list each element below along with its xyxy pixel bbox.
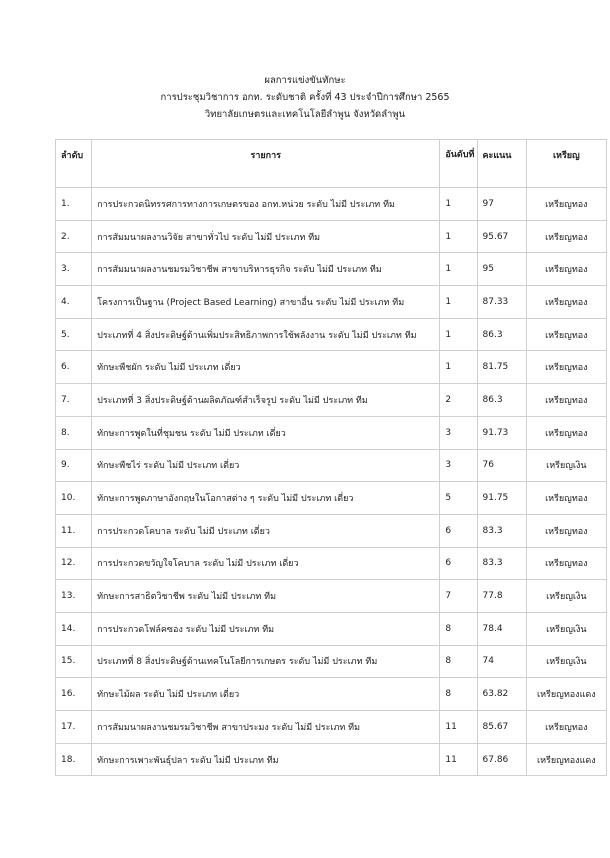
cell-medal: เหรียญเงิน [526, 612, 606, 645]
cell-medal: เหรียญทองแดง [526, 678, 606, 711]
cell-item: การประกวดขวัญใจโคบาล ระดับ ไม่มี ประเภท เดี่ยว [92, 547, 440, 580]
table-row [56, 253, 607, 286]
cell-score: 63.82 [477, 678, 526, 711]
cell-score: 95.67 [477, 220, 526, 253]
cell-score: 83.3 [477, 514, 526, 547]
cell-rank: 7 [440, 580, 477, 613]
cell-item: การประกวดนิทรรศการทางการเกษตรของ อกท.หน่วย ระดับ ไม่มี ประเภท ทีม [92, 188, 440, 221]
cell-score: 95 [477, 253, 526, 286]
cell-score: 85.67 [477, 711, 526, 744]
cell-rank: 3 [440, 416, 477, 449]
cell-no: 16. [56, 678, 92, 711]
cell-no: 6. [56, 351, 92, 384]
cell-rank: 1 [440, 318, 477, 351]
cell-rank: 8 [440, 645, 477, 678]
cell-score: 76 [477, 449, 526, 482]
table-row [56, 743, 607, 776]
table-row [56, 547, 607, 580]
cell-item: การสัมมนาผลงานชมรมวิชาชีพ สาขาประมง ระดับ ไม่มี ประเภท ทีม [92, 711, 440, 744]
table-row [56, 416, 607, 449]
cell-item: การสัมมนาผลงานวิจัย สาขาทั่วไป ระดับ ไม่มี ประเภท ทีม [92, 220, 440, 253]
cell-no: 8. [56, 416, 92, 449]
cell-medal: เหรียญเงิน [526, 580, 606, 613]
cell-rank: 6 [440, 514, 477, 547]
table-row [56, 384, 607, 417]
cell-item: ทักษะการเพาะพันธุ์ปลา ระดับ ไม่มี ประเภท ทีม [92, 743, 440, 776]
cell-no: 1. [56, 188, 92, 221]
cell-medal: เหรียญทอง [526, 514, 606, 547]
cell-item: ทักษะพืชไร่ ระดับ ไม่มี ประเภท เดี่ยว [92, 449, 440, 482]
cell-medal: เหรียญทอง [526, 547, 606, 580]
header-no: ลำดับ [56, 140, 92, 188]
cell-no: 14. [56, 612, 92, 645]
cell-no: 3. [56, 253, 92, 286]
table-row [56, 188, 607, 221]
cell-medal: เหรียญทอง [526, 482, 606, 515]
cell-score: 77.8 [477, 580, 526, 613]
cell-item: ประเภทที่ 8 สิ่งประดิษฐ์ด้านเทคโนโลยีการเกษตร ระดับ ไม่มี ประเภท ทีม [92, 645, 440, 678]
table-row [56, 711, 607, 744]
cell-rank: 1 [440, 188, 477, 221]
header-item: รายการ [92, 140, 440, 188]
cell-medal: เหรียญทอง [526, 318, 606, 351]
cell-no: 17. [56, 711, 92, 744]
header-score: คะแนน [477, 140, 526, 188]
table-row [56, 580, 607, 613]
cell-score: 86.3 [477, 318, 526, 351]
cell-medal: เหรียญทอง [526, 253, 606, 286]
table-row [56, 482, 607, 515]
table-row [56, 514, 607, 547]
table-row [56, 645, 607, 678]
cell-score: 87.33 [477, 286, 526, 319]
cell-no: 10. [56, 482, 92, 515]
cell-medal: เหรียญทอง [526, 384, 606, 417]
cell-no: 11. [56, 514, 92, 547]
cell-item: การสัมมนาผลงานชมรมวิชาชีพ สาขาบริหารธุรกิจ ระดับ ไม่มี ประเภท ทีม [92, 253, 440, 286]
table-row [56, 318, 607, 351]
cell-rank: 11 [440, 711, 477, 744]
cell-score: 91.75 [477, 482, 526, 515]
cell-rank: 11 [440, 743, 477, 776]
cell-no: 9. [56, 449, 92, 482]
cell-rank: 1 [440, 286, 477, 319]
cell-medal: เหรียญทอง [526, 188, 606, 221]
cell-item: ประเภทที่ 3 สิ่งประดิษฐ์ด้านผลิตภัณฑ์สำเร็จรูป ระดับ ไม่มี ประเภท ทีม [92, 384, 440, 417]
cell-rank: 3 [440, 449, 477, 482]
cell-item: การประกวดโคบาล ระดับ ไม่มี ประเภท เดี่ยว [92, 514, 440, 547]
cell-score: 81.75 [477, 351, 526, 384]
cell-rank: 6 [440, 547, 477, 580]
cell-medal: เหรียญทอง [526, 351, 606, 384]
cell-medal: เหรียญทอง [526, 416, 606, 449]
cell-medal: เหรียญทอง [526, 711, 606, 744]
cell-rank: 1 [440, 351, 477, 384]
cell-no: 15. [56, 645, 92, 678]
header-rank: อันดับที่ [440, 140, 477, 188]
header-institution: วิทยาลัยเกษตรและเทคโนโลยีลำพูน จังหวัดลำพูน [204, 109, 406, 120]
document-header [0, 72, 610, 123]
cell-item: ทักษะการพูดภาษาอังกฤษในโอกาสต่าง ๆ ระดับ ไม่มี ประเภท เดี่ยว [92, 482, 440, 515]
cell-medal: เหรียญเงิน [526, 449, 606, 482]
cell-medal: เหรียญทอง [526, 286, 606, 319]
table-row [56, 678, 607, 711]
header-title: ผลการแข่งขันทักษะ [264, 75, 346, 86]
cell-no: 7. [56, 384, 92, 417]
cell-score: 86.3 [477, 384, 526, 417]
cell-medal: เหรียญทอง [526, 220, 606, 253]
header-medal: เหรียญ [526, 140, 606, 188]
cell-item: ทักษะการสาธิตวิชาชีพ ระดับ ไม่มี ประเภท ทีม [92, 580, 440, 613]
cell-no: 18. [56, 743, 92, 776]
cell-no: 13. [56, 580, 92, 613]
cell-item: โครงการเป็นฐาน (Project Based Learning) สาขาอื่น ระดับ ไม่มี ประเภท ทีม [92, 286, 440, 319]
cell-no: 4. [56, 286, 92, 319]
cell-item: การประกวดโฟล์คซอง ระดับ ไม่มี ประเภท ทีม [92, 612, 440, 645]
table-header-row [56, 140, 607, 188]
cell-score: 83.3 [477, 547, 526, 580]
cell-rank: 8 [440, 612, 477, 645]
table-row [56, 286, 607, 319]
cell-score: 91.73 [477, 416, 526, 449]
table-row [56, 220, 607, 253]
cell-item: ทักษะพืชผัก ระดับ ไม่มี ประเภท เดี่ยว [92, 351, 440, 384]
cell-medal: เหรียญทองแดง [526, 743, 606, 776]
cell-no: 2. [56, 220, 92, 253]
cell-rank: 8 [440, 678, 477, 711]
table-row [56, 351, 607, 384]
cell-item: ทักษะการพูดในที่ชุมชน ระดับ ไม่มี ประเภท เดี่ยว [92, 416, 440, 449]
cell-rank: 1 [440, 220, 477, 253]
table-body [56, 188, 607, 776]
table-row [56, 449, 607, 482]
results-table [55, 139, 607, 776]
cell-rank: 1 [440, 253, 477, 286]
table-row [56, 612, 607, 645]
header-event: การประชุมวิชาการ อกท. ระดับชาติ ครั้งที่ 43 ประจำปีการศึกษา 2565 [160, 92, 450, 103]
cell-rank: 2 [440, 384, 477, 417]
cell-item: ทักษะไม้ผล ระดับ ไม่มี ประเภท เดี่ยว [92, 678, 440, 711]
cell-score: 67.86 [477, 743, 526, 776]
cell-no: 12. [56, 547, 92, 580]
cell-no: 5. [56, 318, 92, 351]
cell-score: 97 [477, 188, 526, 221]
cell-rank: 5 [440, 482, 477, 515]
cell-item: ประเภทที่ 4 สิ่งประดิษฐ์ด้านเพิ่มประสิทธิภาพการใช้พลังงาน ระดับ ไม่มี ประเภท ทีม [92, 318, 440, 351]
cell-medal: เหรียญเงิน [526, 645, 606, 678]
cell-score: 78.4 [477, 612, 526, 645]
cell-score: 74 [477, 645, 526, 678]
